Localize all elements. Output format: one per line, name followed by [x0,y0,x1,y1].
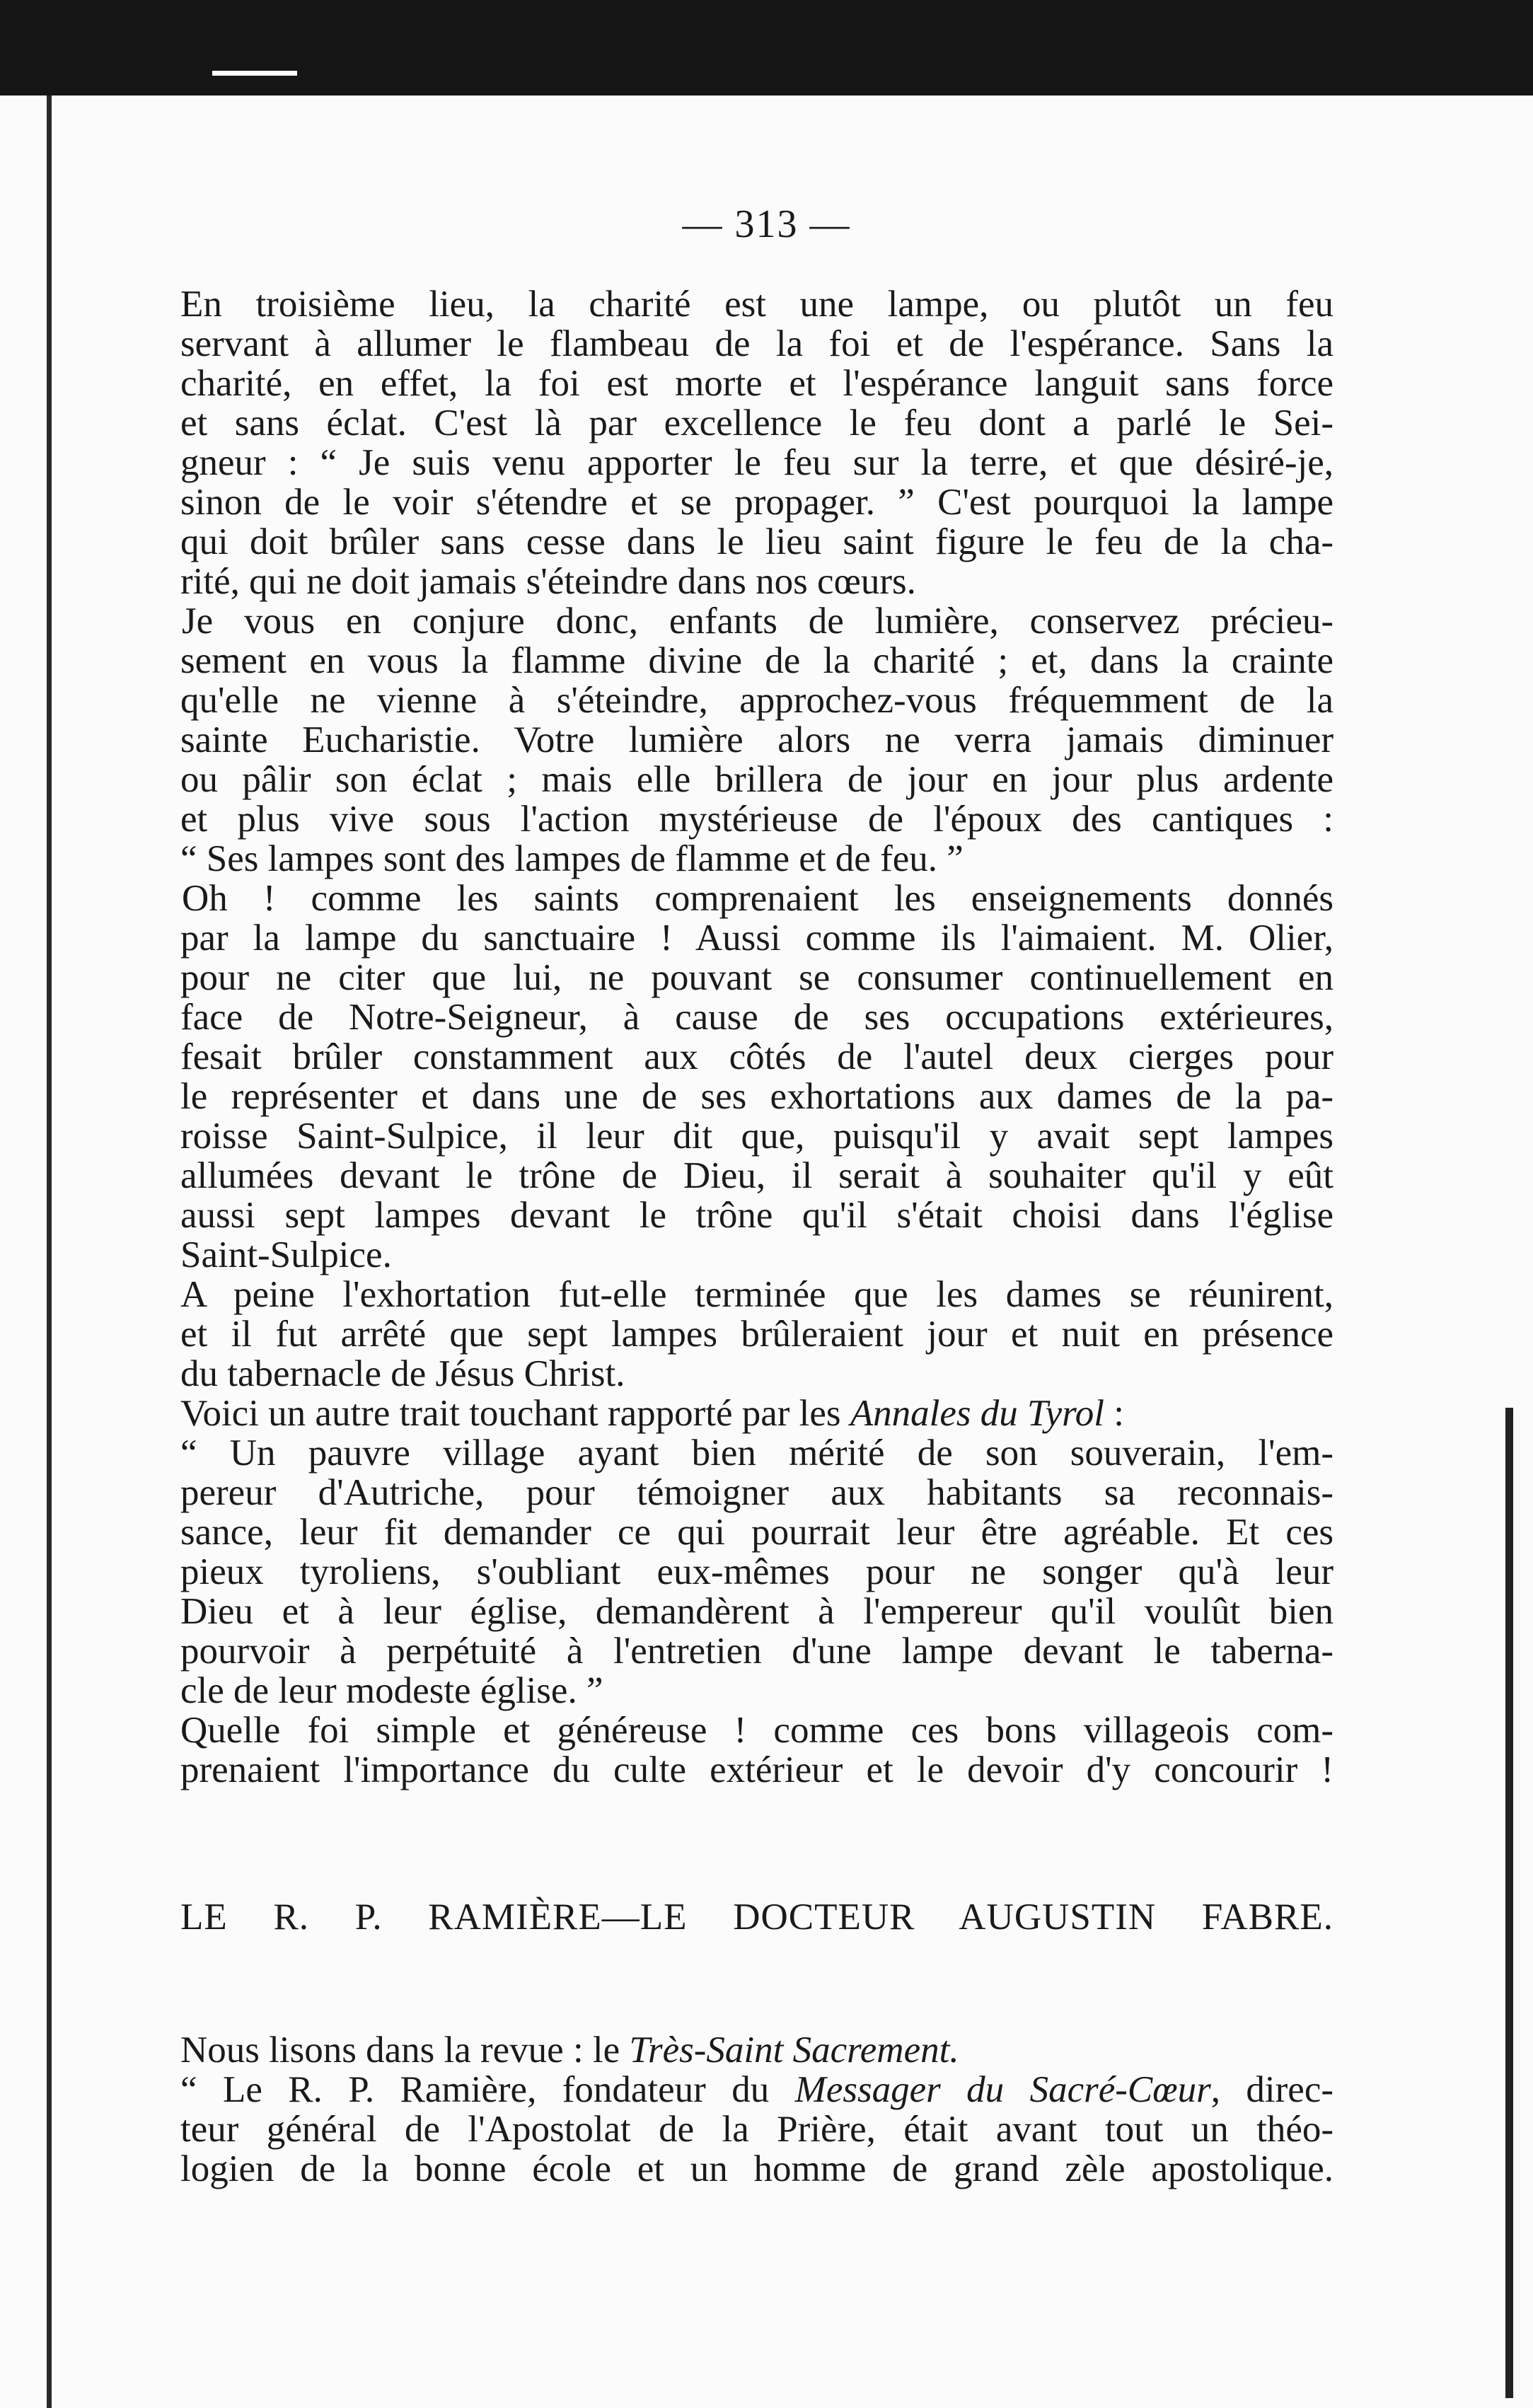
text-line: logien de la bonne école et un homme de grand zèle apostolique. [180,2148,1334,2189]
text-span: “ Le R. P. Ramière, fondateur du [180,2069,795,2110]
text-line: et sans éclat. C'est là par excellence le feu dont a parlé le Sei- [180,403,1334,444]
scan-mark [212,71,297,76]
text-line: charité, en effet, la foi est morte et l'espérance languit sans force [180,363,1334,404]
text-line: En troisième lieu, la charité est une lampe, ou plutôt un feu [180,284,1334,325]
text-span: Nous lisons dans la revue : le [180,2030,630,2071]
text-line: prenaient l'importance du culte extérieur et le devoir d'y concourir ! [180,1749,1334,1790]
messager-title: Messager du Sacré-Cœur [794,2069,1211,2110]
text-line: “ Un pauvre village ayant bien mérité de son souverain, l'em- [180,1432,1334,1474]
text-line: du tabernacle de Jésus Christ. [180,1353,625,1394]
scan-left-edge [47,95,52,2408]
text-line: sance, leur fit demander ce qui pourrait leur être agréable. Et ces [180,1512,1334,1553]
text-span: Voici un autre trait touchant rapporté par les [180,1393,850,1434]
text-line: gneur : “ Je suis venu apporter le feu sur la terre, et que désiré-je, [180,442,1334,483]
text-line: A peine l'exhortation fut-elle terminée que les dames se réunirent, [180,1274,1334,1315]
text-line: face de Notre-Seigneur, à cause de ses occupations extérieures, [180,997,1334,1038]
text-line: et plus vive sous l'action mystérieuse de l'époux des cantiques : [180,799,1334,840]
text-line: le représenter et dans une de ses exhortations aux dames de la pa- [180,1076,1334,1117]
section-heading: LE R. P. RAMIÈRE—LE DOCTEUR AUGUSTIN FABRE. [180,1897,1334,1938]
revue-title: Très-Saint Sacrement. [629,2030,959,2071]
text-line: qu'elle ne vienne à s'éteindre, approchez-vous fréquemment de la [180,680,1334,721]
text-line: qui doit brûler sans cesse dans le lieu saint figure le feu de la cha- [180,521,1334,562]
text-line: Saint-Sulpice. [180,1234,392,1275]
text-line: allumées devant le trône de Dieu, il serait à souhaiter qu'il y eût [180,1155,1334,1196]
scan-top-border [0,0,1533,95]
text-line: “ Ses lampes sont des lampes de flamme et de feu. ” [180,838,964,879]
body-text-bottom [180,2030,1334,2189]
text-line: pour ne citer que lui, ne pouvant se consumer continuellement en [180,957,1334,998]
text-line: aussi sept lampes devant le trône qu'il s'était choisi dans l'église [180,1195,1334,1236]
text-line: servant à allumer le flambeau de la foi et de l'espérance. Sans la [180,323,1334,364]
text-line: pourvoir à perpétuité à l'entretien d'une lampe devant le taberna- [180,1631,1334,1672]
text-line: fesait brûler constamment aux côtés de l'autel deux cierges pour [180,1036,1334,1077]
text-line: pieux tyroliens, s'oubliant eux-mêmes pour ne songer qu'à leur [180,1551,1334,1592]
annales-title: Annales du Tyrol [850,1393,1105,1434]
text-line: sinon de le voir s'étendre et se propager. ” C'est pourquoi la lampe [180,482,1334,523]
text-line: Quelle foi simple et généreuse ! comme ces bons villageois com- [180,1710,1334,1751]
text-line: cle de leur modeste église. ” [180,1670,603,1711]
text-span: : [1104,1393,1124,1434]
text-line: rité, qui ne doit jamais s'éteindre dans nos cœurs. [180,561,916,602]
text-line: pereur d'Autriche, pour témoigner aux habitants sa reconnais- [180,1472,1334,1513]
text-line: ou pâlir son éclat ; mais elle brillera de jour en jour plus ardente [180,759,1334,800]
text-line: roisse Saint-Sulpice, il leur dit que, puisqu'il y avait sept lampes [180,1116,1334,1157]
text-line: Oh ! comme les saints comprenaient les enseignements donnés [182,878,1334,919]
page-number: — 313 — [682,202,851,246]
scan-right-edge [1505,1408,1513,2398]
body-text-top [180,284,1334,1790]
text-line: et il fut arrêté que sept lampes brûleraient jour et nuit en présence [180,1314,1334,1355]
text-line: sainte Eucharistie. Votre lumière alors ne verra jamais diminuer [180,719,1334,760]
text-line: Dieu et à leur église, demandèrent à l'empereur qu'il voulût bien [180,1591,1334,1632]
text-line [180,1394,1334,1433]
text-line: Je vous en conjure donc, enfants de lumière, conservez précieu- [182,601,1334,642]
text-span: , direc- [1210,2069,1334,2110]
text-line [180,2070,1334,2109]
text-line [180,2030,1334,2070]
text-line: teur général de l'Apostolat de la Prière, était avant tout un théo- [180,2109,1334,2150]
text-line: sement en vous la flamme divine de la charité ; et, dans la crainte [180,640,1334,681]
text-line: par la lampe du sanctuaire ! Aussi comme ils l'aimaient. M. Olier, [180,918,1334,959]
